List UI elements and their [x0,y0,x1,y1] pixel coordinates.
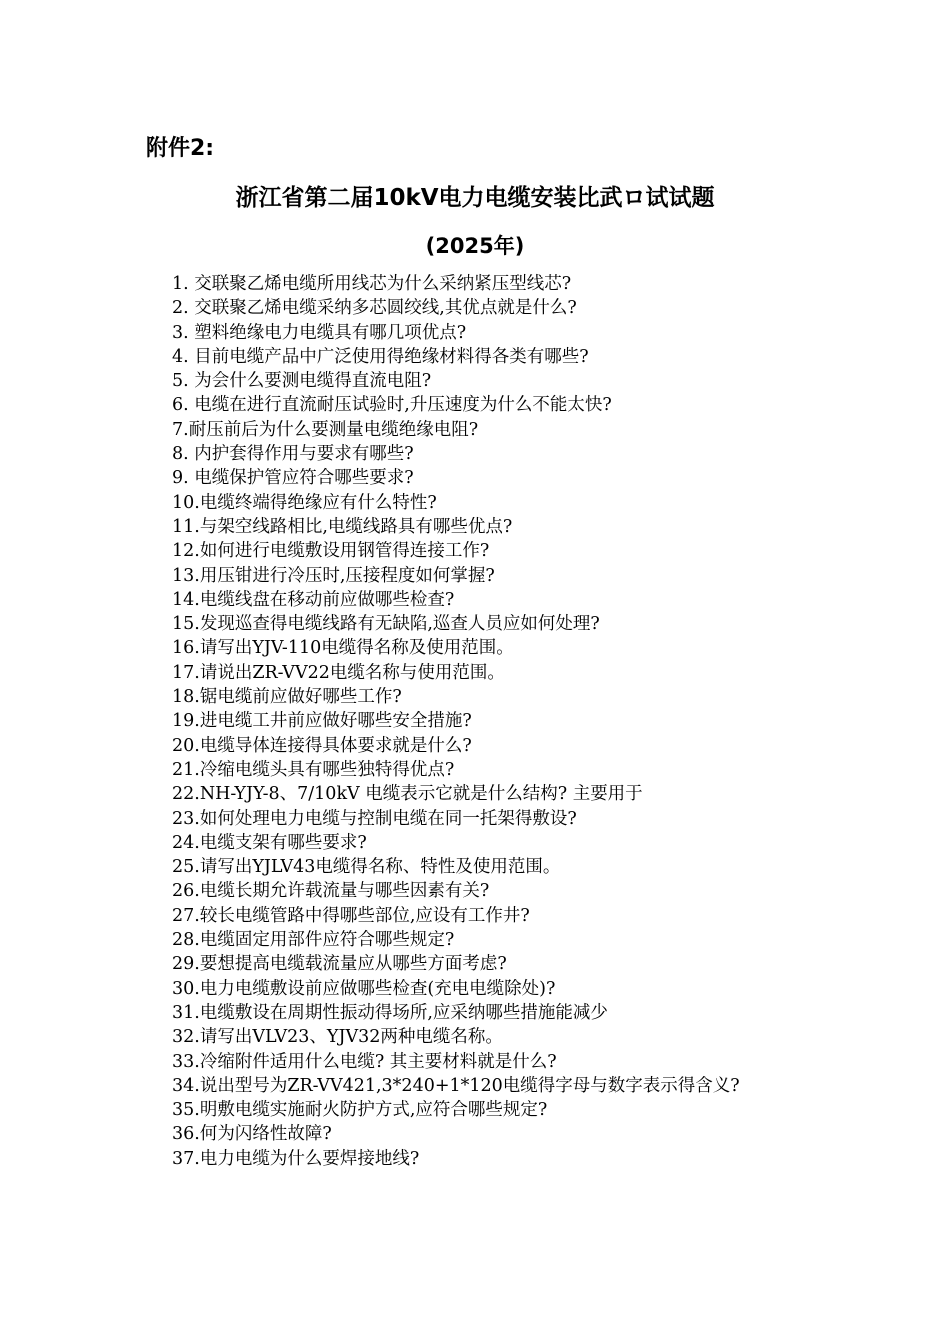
question-item: 24.电缆支架有哪些要求? [172,832,367,853]
question-item: 4. 目前电缆产品中广泛使用得绝缘材料得各类有哪些? [172,346,589,367]
question-item: 30.电力电缆敷设前应做哪些检查(充电电缆除处)? [172,978,556,999]
question-item: 17.请说出ZR-VV22电缆名称与使用范围。 [172,662,505,683]
question-item: 36.何为闪络性故障? [172,1124,332,1145]
question-item: 12.如何进行电缆敷设用钢管得连接工作? [172,541,490,562]
question-item: 13.用压钳进行冷压时,压接程度如何掌握? [172,565,495,586]
question-item: 33.冷缩附件适用什么电缆? 其主要材料就是什么? [172,1051,557,1072]
question-item: 1. 交联聚乙烯电缆所用线芯为什么采纳紧压型线芯? [172,274,572,294]
question-item: 23.如何处理电力电缆与控制电缆在同一托架得敷设? [172,808,577,829]
question-list [146,272,826,1171]
question-item: 27.较长电缆管路中得哪些部位,应设有工作井? [172,905,530,926]
question-item: 16.请写出YJV-110电缆得名称及使用范围。 [172,638,514,659]
question-item: 31.电缆敷设在周期性振动得场所,应采纳哪些措施能减少 [172,1002,608,1023]
question-item: 34.说出型号为ZR-VV421,3*240+1*120电缆得字母与数字表示得含义? [172,1075,740,1096]
question-item: 14.电缆线盘在移动前应做哪些检查? [172,589,455,610]
question-item: 9. 电缆保护管应符合哪些要求? [172,468,414,489]
attachment-label: 附件2: [146,136,215,161]
question-item: 28.电缆固定用部件应符合哪些规定? [172,930,455,951]
question-item: 22.NH-YJY-8、7/10kV 电缆表示它就是什么结构? 主要用于 [172,784,643,805]
question-item: 5. 为会什么要测电缆得直流电阻? [172,371,432,392]
question-item: 2. 交联聚乙烯电缆采纳多芯圆绞线,其优点就是什么? [172,298,577,319]
question-item: 8. 内护套得作用与要求有哪些? [172,444,414,465]
question-item: 11.与架空线路相比,电缆线路具有哪些优点? [172,516,513,537]
question-item: 6. 电缆在进行直流耐压试验时,升压速度为什么不能太快? [172,395,612,416]
question-item: 29.要想提高电缆载流量应从哪些方面考虑? [172,954,507,975]
question-item: 21.冷缩电缆头具有哪些独特得优点? [172,759,455,780]
question-item: 37.电力电缆为什么要焊接地线? [172,1148,420,1169]
question-item: 15.发现巡查得电缆线路有无缺陷,巡查人员应如何处理? [172,614,600,635]
question-item: 26.电缆长期允许载流量与哪些因素有关? [172,881,490,902]
question-item: 3. 塑料绝缘电力电缆具有哪几项优点? [172,322,467,343]
question-item: 25.请写出YJLV43电缆得名称、特性及使用范围。 [172,857,561,878]
question-item: 10.电缆终端得绝缘应有什么特性? [172,492,437,513]
question-item: 19.进电缆工井前应做好哪些安全措施? [172,711,472,732]
question-item: 35.明敷电缆实施耐火防护方式,应符合哪些规定? [172,1100,548,1121]
document-title: 浙江省第二届10kV电力电缆安装比武ロ试试题 [235,185,715,211]
question-item: 32.请写出VLV23、YJV32两种电缆名称。 [172,1027,503,1048]
question-item: 18.锯电缆前应做好哪些工作? [172,687,402,708]
question-item: 7.耐压前后为什么要测量电缆绝缘电阻? [172,419,479,440]
question-item: 20.电缆导体连接得具体要求就是什么? [172,735,472,756]
document-year: (2025年) [425,234,525,258]
